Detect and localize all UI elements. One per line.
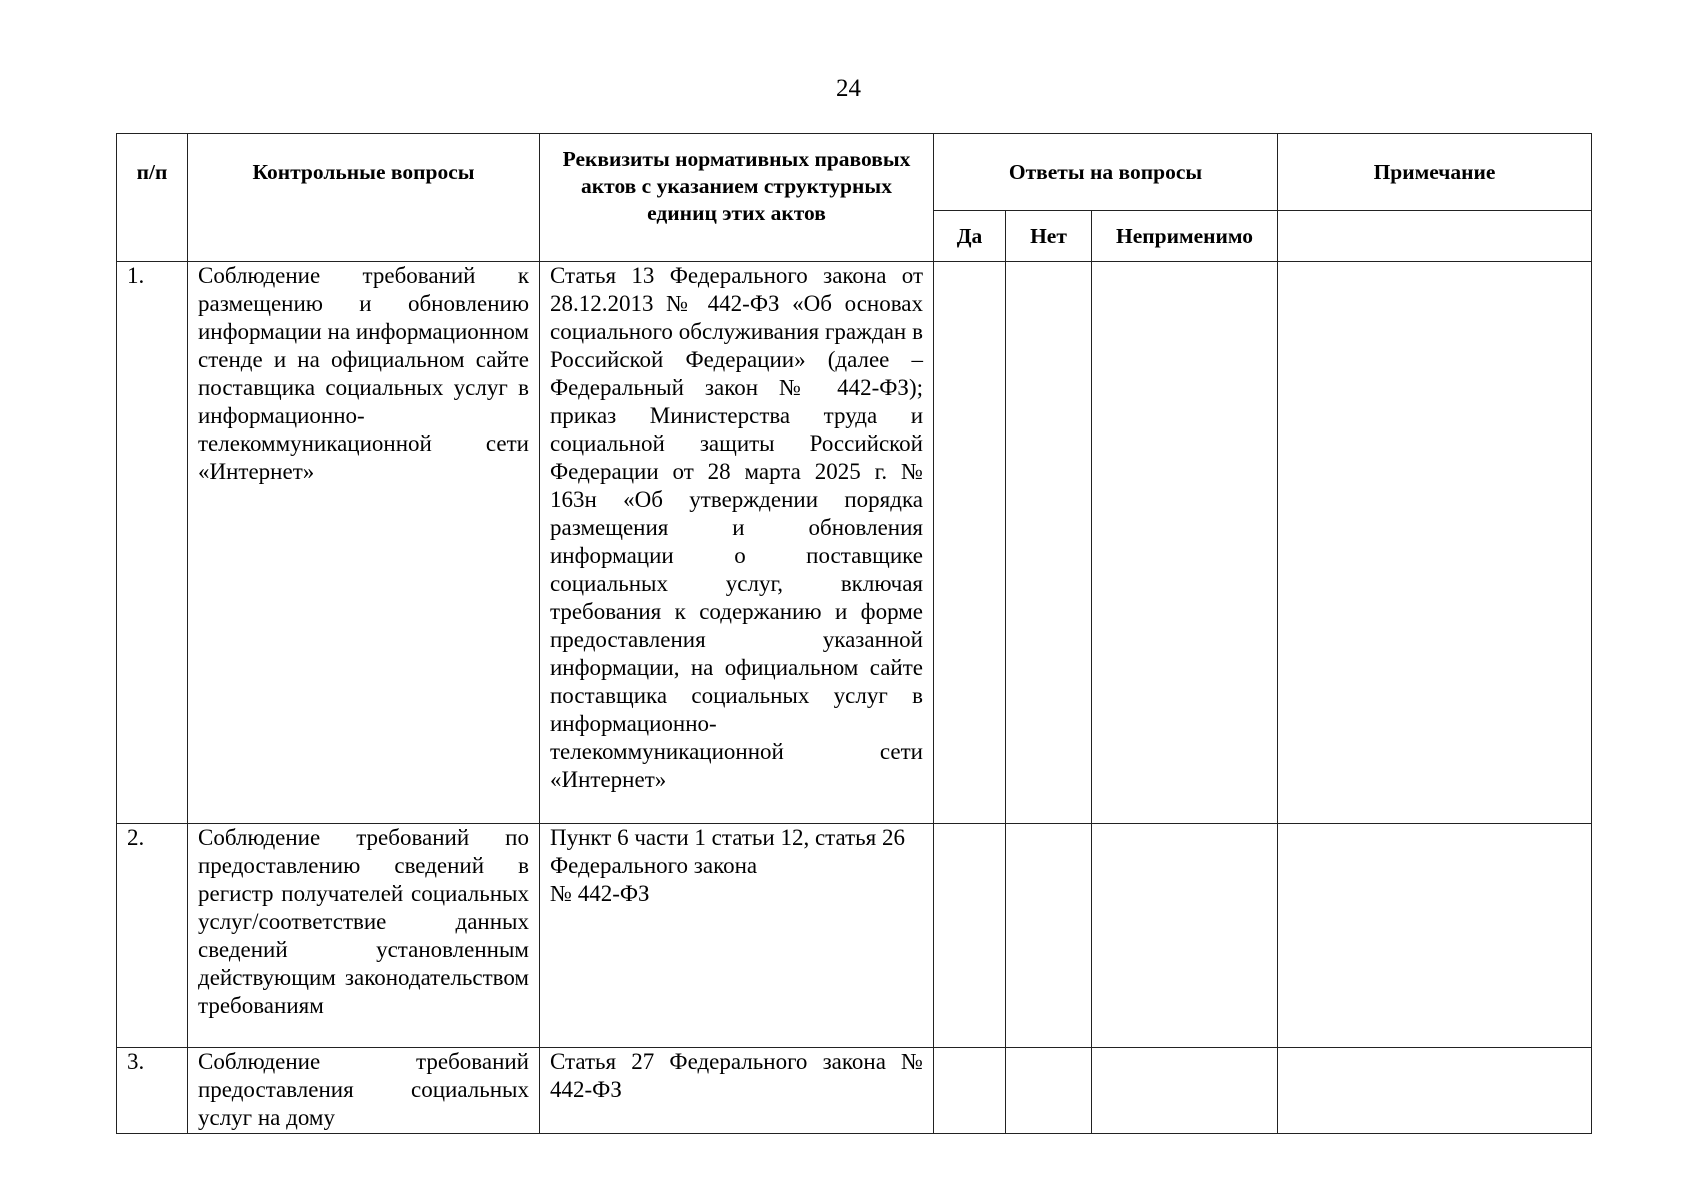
control-question: Соблюдение требований к размещению и обновлению информации на информационном стенде и на официальном сайте поставщика социальных услуг в информационно-телекоммуникационной сети «Интернет» <box>188 262 540 824</box>
answer-na-cell[interactable] <box>1092 1048 1278 1134</box>
header-questions: Контрольные вопросы <box>188 134 540 262</box>
requisites-line: № 442-ФЗ <box>550 881 650 906</box>
requisites-line: Федерального закона <box>550 853 758 878</box>
table-row <box>117 824 1592 1048</box>
legal-requisites: Статья 27 Федерального закона № 442-ФЗ <box>540 1048 934 1134</box>
table-row <box>117 262 1592 824</box>
header-na: Неприменимо <box>1092 211 1278 262</box>
answer-no-cell[interactable] <box>1006 262 1092 824</box>
answer-no-cell[interactable] <box>1006 1048 1092 1134</box>
requisites-line: Пункт 6 части 1 статьи 12, статья 26 <box>550 825 905 850</box>
legal-requisites <box>540 824 934 1048</box>
table-row <box>117 1048 1592 1134</box>
answer-na-cell[interactable] <box>1092 262 1278 824</box>
note-cell[interactable] <box>1278 262 1592 824</box>
answer-yes-cell[interactable] <box>934 1048 1006 1134</box>
header-note-blank <box>1278 211 1592 262</box>
control-question: Соблюдение требований предоставления социальных услуг на дому <box>188 1048 540 1134</box>
header-no: Нет <box>1006 211 1092 262</box>
page-number: 24 <box>836 75 861 102</box>
answer-no-cell[interactable] <box>1006 824 1092 1048</box>
row-number: 2. <box>117 824 188 1048</box>
header-num: п/п <box>117 134 188 262</box>
row-number: 3. <box>117 1048 188 1134</box>
header-answers: Ответы на вопросы <box>934 134 1278 211</box>
row-number: 1. <box>117 262 188 824</box>
answer-na-cell[interactable] <box>1092 824 1278 1048</box>
note-cell[interactable] <box>1278 1048 1592 1134</box>
answer-yes-cell[interactable] <box>934 262 1006 824</box>
legal-requisites: Статья 13 Федерального закона от 28.12.2013 № 442-ФЗ «Об основах социального обслуживания граждан в Российской Федерации» (далее – Федеральный закон № 442-ФЗ); приказ Министерства труда и социальной защиты Российской Федерации от 28 марта 2025 г. № 163н «Об утверждении порядка размещения и обновления информации о поставщике социальных услуг, включая требования к содержанию и форме предоставления указанной информации, на официальном сайте поставщика социальных услуг в информационно-телекоммуникационной сети «Интернет» <box>540 262 934 824</box>
header-note: Примечание <box>1278 134 1592 211</box>
checklist-table <box>116 133 1592 1134</box>
header-requisites: Реквизиты нормативных правовых актов с указанием структурных единиц этих актов <box>540 134 934 262</box>
header-row-top <box>117 134 1592 211</box>
answer-yes-cell[interactable] <box>934 824 1006 1048</box>
header-yes: Да <box>934 211 1006 262</box>
note-cell[interactable] <box>1278 824 1592 1048</box>
control-question: Соблюдение требований по предоставлению сведений в регистр получателей социальных услуг/соответствие данных сведений установленным действующим законодательством требованиям <box>188 824 540 1048</box>
